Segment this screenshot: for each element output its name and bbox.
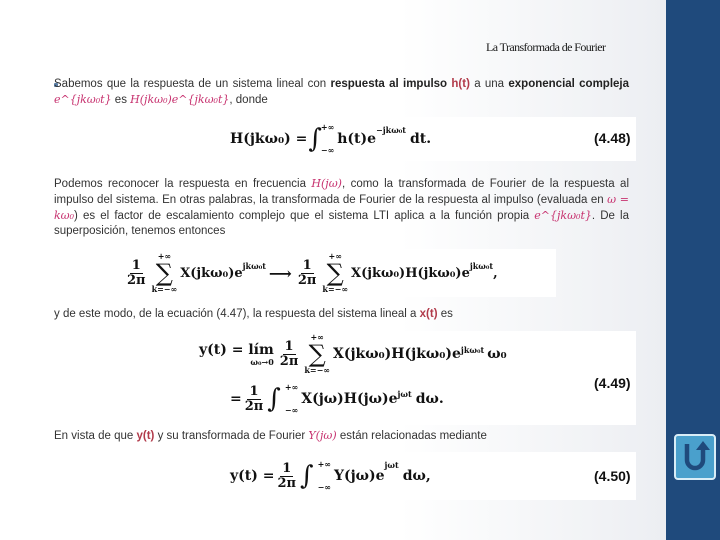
sum-1 bbox=[152, 252, 178, 294]
eq449-int-lower: −∞ bbox=[284, 405, 299, 415]
eq450-frac-den: 2π bbox=[277, 475, 297, 491]
p2-math-omega: ω = kω₀ bbox=[54, 193, 629, 222]
equation-superposition bbox=[124, 249, 556, 297]
eq449-sum-lower: k=−∞ bbox=[304, 365, 330, 375]
frac2-den: 2π bbox=[297, 272, 317, 288]
eq449-lhs: y(t) = lím bbox=[199, 341, 274, 358]
p2-math-eigenfunction: e^{jkω₀t} bbox=[534, 209, 592, 222]
eq448-lhs: H(jkω₀) = bbox=[230, 131, 308, 147]
eq450-domega: dω, bbox=[402, 468, 431, 484]
sigma-icon: ∑ bbox=[326, 259, 344, 287]
eq450-lhs: y(t) = bbox=[230, 468, 275, 484]
frac1-num: 1 bbox=[131, 257, 141, 273]
eq450-integrand: Y(jω)e bbox=[333, 468, 385, 484]
p1-math-response: H(jkω₀)e^{jkω₀t} bbox=[130, 93, 230, 106]
eq448-number: (4.48) bbox=[594, 130, 631, 146]
p4-text-3: están relacionadas mediante bbox=[336, 430, 487, 442]
paragraph-2 bbox=[54, 176, 629, 239]
eq-comma: , bbox=[493, 265, 498, 281]
p1-text-4: , donde bbox=[229, 94, 268, 106]
p4-y-of-t: y(t) bbox=[136, 430, 155, 442]
paragraph-1 bbox=[54, 77, 629, 108]
lhs-term: X(jkω₀)e bbox=[180, 265, 243, 281]
p2-text-2: , como la transformada de Fourier de la respuesta al impulso del sistema. En otras palabras, la transformada de Fourier de la respuesta al impulso (evaluada en bbox=[54, 178, 629, 206]
eq449-number: (4.49) bbox=[594, 375, 631, 391]
eq450-lower: −∞ bbox=[317, 482, 331, 492]
sigma-icon: ∑ bbox=[308, 340, 326, 368]
p3-text-2: es bbox=[437, 308, 453, 320]
eq449-sum-upper: +∞ bbox=[310, 332, 324, 342]
eq448-exponent: −jkω₀t bbox=[376, 125, 407, 135]
eq448-lower: −∞ bbox=[320, 145, 335, 155]
arrow-icon: ⟶ bbox=[268, 263, 292, 283]
sigma-icon: ∑ bbox=[155, 259, 173, 287]
eq450-exponent: jωt bbox=[384, 460, 399, 470]
fraction-2 bbox=[298, 259, 317, 288]
eq448-dt: dt. bbox=[410, 131, 432, 147]
frac2-num: 1 bbox=[302, 257, 312, 273]
eq449-fraction-2 bbox=[245, 385, 264, 414]
paragraph-3 bbox=[54, 307, 629, 322]
eq450-integral-limits bbox=[318, 460, 331, 492]
equation-4-49 bbox=[192, 331, 636, 425]
sum2-lower: k=−∞ bbox=[322, 284, 349, 294]
sum-2 bbox=[322, 252, 348, 294]
paragraph-4 bbox=[54, 428, 614, 444]
p1-math-exponential: e^{jkω₀t} bbox=[54, 93, 112, 106]
slide-title: La Transformada de Fourier bbox=[486, 40, 606, 54]
eq450-fraction bbox=[277, 462, 296, 491]
p4-text-2: y su transformada de Fourier bbox=[154, 430, 309, 442]
eq450-upper: +∞ bbox=[317, 459, 331, 469]
integral-limits bbox=[321, 123, 334, 155]
eq449-integral-limits bbox=[285, 383, 298, 415]
p3-x-of-t: x(t) bbox=[419, 308, 438, 320]
frac1-den: 2π bbox=[127, 272, 146, 288]
eq449-line-2 bbox=[230, 383, 444, 415]
p1-text-3: es bbox=[111, 94, 131, 106]
equation-4-48 bbox=[222, 117, 636, 161]
integral-sign: ∫ bbox=[300, 461, 314, 491]
eq448-upper: +∞ bbox=[320, 122, 335, 132]
eq449-frac2-num: 1 bbox=[249, 383, 259, 399]
eq449-frac1-den: 2π bbox=[279, 353, 299, 369]
eq449-integrand: X(jω)H(jω)e bbox=[301, 391, 398, 407]
sum2-upper: +∞ bbox=[328, 251, 342, 261]
p1-bold-exponential: exponencial compleja bbox=[508, 78, 630, 90]
eq449-line-1 bbox=[196, 333, 507, 375]
sum1-upper: +∞ bbox=[157, 251, 172, 261]
p1-bold-impulse: respuesta al impulso bbox=[330, 78, 448, 90]
eq449-limit-subscript: ω₀→0 bbox=[250, 356, 274, 367]
sum1-lower: k=−∞ bbox=[151, 284, 178, 294]
eq450-number: (4.50) bbox=[594, 468, 631, 484]
p1-text-2: a una bbox=[469, 78, 509, 90]
p1-text-1: Sabemos que la respuesta de un sistema lineal con bbox=[54, 78, 331, 90]
eq449-term-exponent: jkω₀t bbox=[460, 345, 485, 355]
eq449-sum bbox=[304, 333, 330, 375]
integral-sign: ∫ bbox=[267, 384, 281, 414]
rhs-term: X(jkω₀)H(jkω₀)e bbox=[351, 265, 470, 281]
p4-math-Y: Y(jω) bbox=[308, 429, 337, 442]
eq450-frac-num: 1 bbox=[282, 460, 292, 476]
eq449-frac2-den: 2π bbox=[244, 398, 264, 414]
p2-math-freq-response: H(jω) bbox=[311, 177, 342, 190]
u-turn-icon bbox=[680, 438, 710, 477]
fraction-1 bbox=[127, 259, 146, 288]
eq449-frac1-num: 1 bbox=[284, 338, 294, 354]
eq449-domega: dω. bbox=[415, 391, 444, 407]
p2-text-1: Podemos reconocer la respuesta en frecuencia bbox=[54, 178, 312, 190]
eq449-equals: = bbox=[230, 391, 242, 407]
limit-operator bbox=[199, 342, 274, 367]
p4-text-1: En vista de que bbox=[54, 430, 137, 442]
p3-text-1: y de este modo, de la ecuación (4.47), la respuesta del sistema lineal a bbox=[54, 308, 420, 320]
p1-h-of-t: h(t) bbox=[451, 78, 470, 90]
eq448-integrand: h(t)e bbox=[337, 131, 377, 147]
integral-sign: ∫ bbox=[308, 124, 322, 154]
lhs-exponent: jkω₀t bbox=[242, 261, 266, 271]
equation-4-50 bbox=[222, 452, 636, 500]
eq449-omega0: ω₀ bbox=[487, 346, 507, 362]
eq449-int-exponent: jωt bbox=[397, 389, 412, 399]
eq449-term: X(jkω₀)H(jkω₀)e bbox=[332, 346, 461, 362]
p2-text-3: ) es el factor de escalamiento complejo que el sistema LTI aplica a la función propia bbox=[74, 210, 535, 222]
eq449-int-upper: +∞ bbox=[284, 382, 299, 392]
rhs-exponent: jkω₀t bbox=[469, 261, 494, 271]
return-button[interactable] bbox=[674, 434, 716, 480]
p2-text-4: . De la superposición, tenemos entonces bbox=[54, 210, 629, 237]
eq449-fraction-1 bbox=[280, 340, 299, 369]
